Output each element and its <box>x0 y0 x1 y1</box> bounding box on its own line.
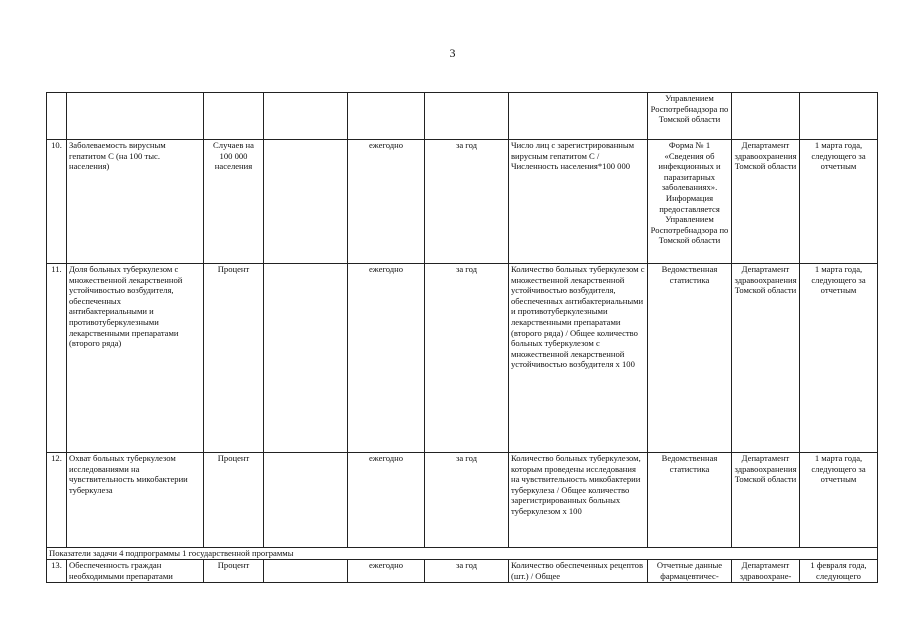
table-row <box>47 560 878 583</box>
responsible-cell: Департамент здравоохранения Томской области <box>732 140 800 264</box>
table-cell-source: Управлением Роспотребнадзора по Томской области <box>648 93 732 140</box>
row-number: 13. <box>47 560 67 583</box>
responsible-cell: Департамент здравоохране- <box>732 560 800 583</box>
frequency-cell: ежегодно <box>348 264 425 453</box>
table-row <box>47 140 878 264</box>
deadline-cell: 1 февраля года, следующего <box>800 560 878 583</box>
indicator-name: Обеспеченность граждан необходимыми препаратами <box>67 560 204 583</box>
row-number: 10. <box>47 140 67 264</box>
deadline-cell: 1 марта года, следующего за отчетным <box>800 140 878 264</box>
indicator-name: Доля больных туберкулезом с множественной лекарственной устойчивостью возбудителя, обеспеченных антибактериальными и противотуберкулезными лекарственными препаратами (второго ряда) <box>67 264 204 453</box>
indicator-name: Охват больных туберкулезом исследованиями на чувствительность микобактерии туберкулеза <box>67 453 204 548</box>
indicator-name: Заболеваемость вирусным гепатитом С (на 100 тыс. населения) <box>67 140 204 264</box>
formula-cell: Число лиц с зарегистрированным вирусным гепатитом С / Численность населения*100 000 <box>509 140 648 264</box>
row-number: 11. <box>47 264 67 453</box>
indicators-table <box>46 92 878 583</box>
formula-cell: Количество больных туберкулезом, которым проведены исследования на чувствительность микобактерии туберкулеза / Общее количество зарегистрированных больных туберкулезом х 100 <box>509 453 648 548</box>
row-number: 12. <box>47 453 67 548</box>
source-cell: Форма № 1 «Сведения об инфекционных и паразитарных заболеваниях». Информация предоставляется Управлением Роспотребнадзора по Томской области <box>648 140 732 264</box>
frequency-cell: ежегодно <box>348 140 425 264</box>
unit-cell: Случаев на 100 000 населения <box>204 140 264 264</box>
responsible-cell: Департамент здравоохранения Томской области <box>732 453 800 548</box>
source-cell: Ведомственная статистика <box>648 453 732 548</box>
formula-cell: Количество обеспеченных рецептов (шт.) / Общее <box>509 560 648 583</box>
section-header-row <box>47 548 878 560</box>
frequency-cell: ежегодно <box>348 453 425 548</box>
deadline-cell: 1 марта года, следующего за отчетным <box>800 453 878 548</box>
unit-cell: Процент <box>204 264 264 453</box>
empty-cell <box>264 140 348 264</box>
deadline-cell: 1 марта года, следующего за отчетным <box>800 264 878 453</box>
page-number: 3 <box>449 46 456 60</box>
section-header: Показатели задачи 4 подпрограммы 1 государственной программы <box>47 548 878 560</box>
table-row <box>47 264 878 453</box>
table-row <box>47 453 878 548</box>
period-cell: за год <box>425 140 509 264</box>
empty-cell <box>264 560 348 583</box>
table-row <box>47 93 878 140</box>
empty-cell <box>264 264 348 453</box>
unit-cell: Процент <box>204 453 264 548</box>
period-cell: за год <box>425 453 509 548</box>
empty-cell <box>264 453 348 548</box>
source-cell: Отчетные данные фармацевтичес- <box>648 560 732 583</box>
source-cell: Ведомственная статистика <box>648 264 732 453</box>
unit-cell: Процент <box>204 560 264 583</box>
period-cell: за год <box>425 560 509 583</box>
frequency-cell: ежегодно <box>348 560 425 583</box>
formula-cell: Количество больных туберкулезом с множественной лекарственной устойчивостью возбудителя, обеспеченных антибактериальными и противотуберкулезными лекарственными препаратами (второго ряда) / Общее количество больных туберкулезом с множественной лекарственной устойчивостью возбудителя х 100 <box>509 264 648 453</box>
responsible-cell: Департамент здравоохранения Томской области <box>732 264 800 453</box>
period-cell: за год <box>425 264 509 453</box>
